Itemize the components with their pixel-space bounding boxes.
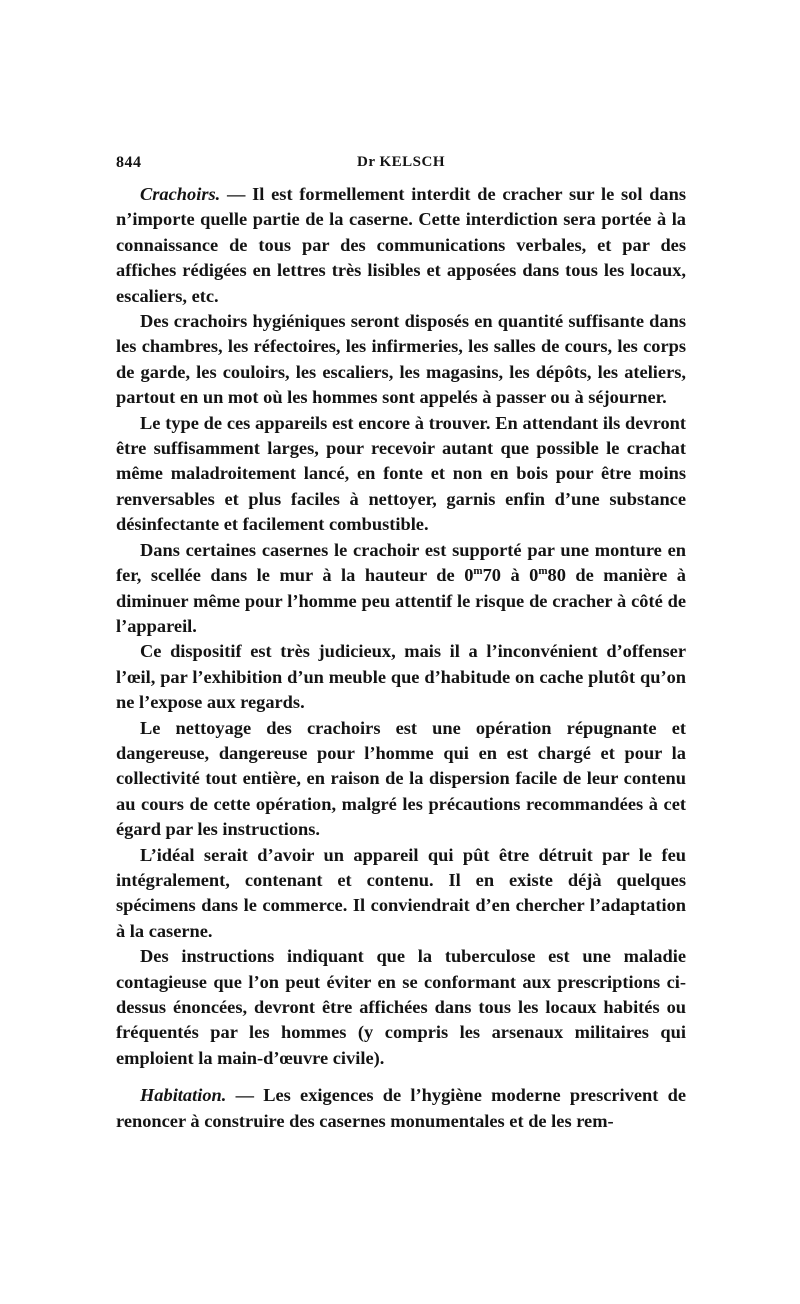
paragraph: Ce dispositif est très judicieux, mais il a l’inconvénient d’offenser l’œil, par l’exhibition d’un meuble que d’habitude on cache plutôt qu’on ne l’expose aux regards. — [116, 641, 686, 713]
paragraph-habitation — [116, 1083, 686, 1134]
paragraph: Le type de ces appareils est encore à trouver. En attendant ils devront être suffisamment larges, pour recevoir autant que possible le crachat même maladroitement lancé, en fonte et non en bois pour être moins renversables et plus faciles à nettoyer, garnis enfin d’une substance désinfectante et facilement combustible. — [116, 412, 686, 535]
unit-superscript: m — [538, 564, 548, 577]
section-lead-crachoirs: Crachoirs. — [140, 184, 221, 204]
page-number: 844 — [116, 154, 142, 171]
paragraph-monture — [116, 538, 686, 640]
paragraph-text: Dans certaines casernes le crachoir est supporté par une monture en fer, scellée dans le mur à la hauteur de 0 — [116, 539, 686, 586]
paragraph: Des instructions indiquant que la tuberculose est une maladie contagieuse que l’on peut éviter en se conformant aux prescriptions ci-dessus énoncées, devront être affichées dans tous les locaux habités ou fréquentés par les hommes (y compris les arsenaux militaires qui emploient la main-d’œuvre civile). — [116, 946, 686, 1068]
book-page — [116, 148, 686, 1134]
paragraph-text: 80 de manière à diminuer même pour l’homme peu attentif le risque de cracher à côté de l’appareil. — [116, 565, 686, 636]
body-text — [116, 182, 686, 1134]
section-lead-habitation: Habitation. — [140, 1085, 227, 1106]
paragraph: Le nettoyage des crachoirs est une opération répugnante et dangereuse, dangereuse pour l’homme qui en est chargé et pour la collectivité tout entière, en raison de la dispersion facile de leur contenu au cours de cette opération, malgré les précautions recommandées à cet égard par les instructions. — [116, 717, 686, 840]
paragraph-text: — Il est formellement interdit de cracher sur le sol dans n’importe quelle partie de la caserne. Cette interdiction sera portée à la connaissance de tous par des communications verbales, et par des affiches rédigées en lettres très lisibles et apposées dans tous les locaux, escaliers, etc. — [116, 184, 686, 306]
running-header — [116, 148, 686, 174]
paragraph-text: — Les exigences de l’hygiène moderne prescrivent de renoncer à construire des casernes monumentales et de les rem- — [116, 1085, 686, 1131]
running-title: Dr KELSCH — [357, 154, 445, 170]
paragraph-crachoirs — [116, 182, 686, 309]
paragraph: Des crachoirs hygiéniques seront disposés en quantité suffisante dans les chambres, les réfectoires, les infirmeries, les salles de cours, les corps de garde, les couloirs, les escaliers, les magasins, les dépôts, les ateliers, partout en un mot où les hommes sont appelés à passer ou à séjourner. — [116, 311, 686, 408]
paragraph: L’idéal serait d’avoir un appareil qui pût être détruit par le feu intégralement, contenant et contenu. Il en existe déjà quelques spécimens dans le commerce. Il conviendrait d’en chercher l’adaptation à la caserne. — [116, 844, 686, 941]
paragraph-text: 70 à 0 — [482, 565, 539, 586]
unit-superscript: m — [473, 564, 483, 577]
